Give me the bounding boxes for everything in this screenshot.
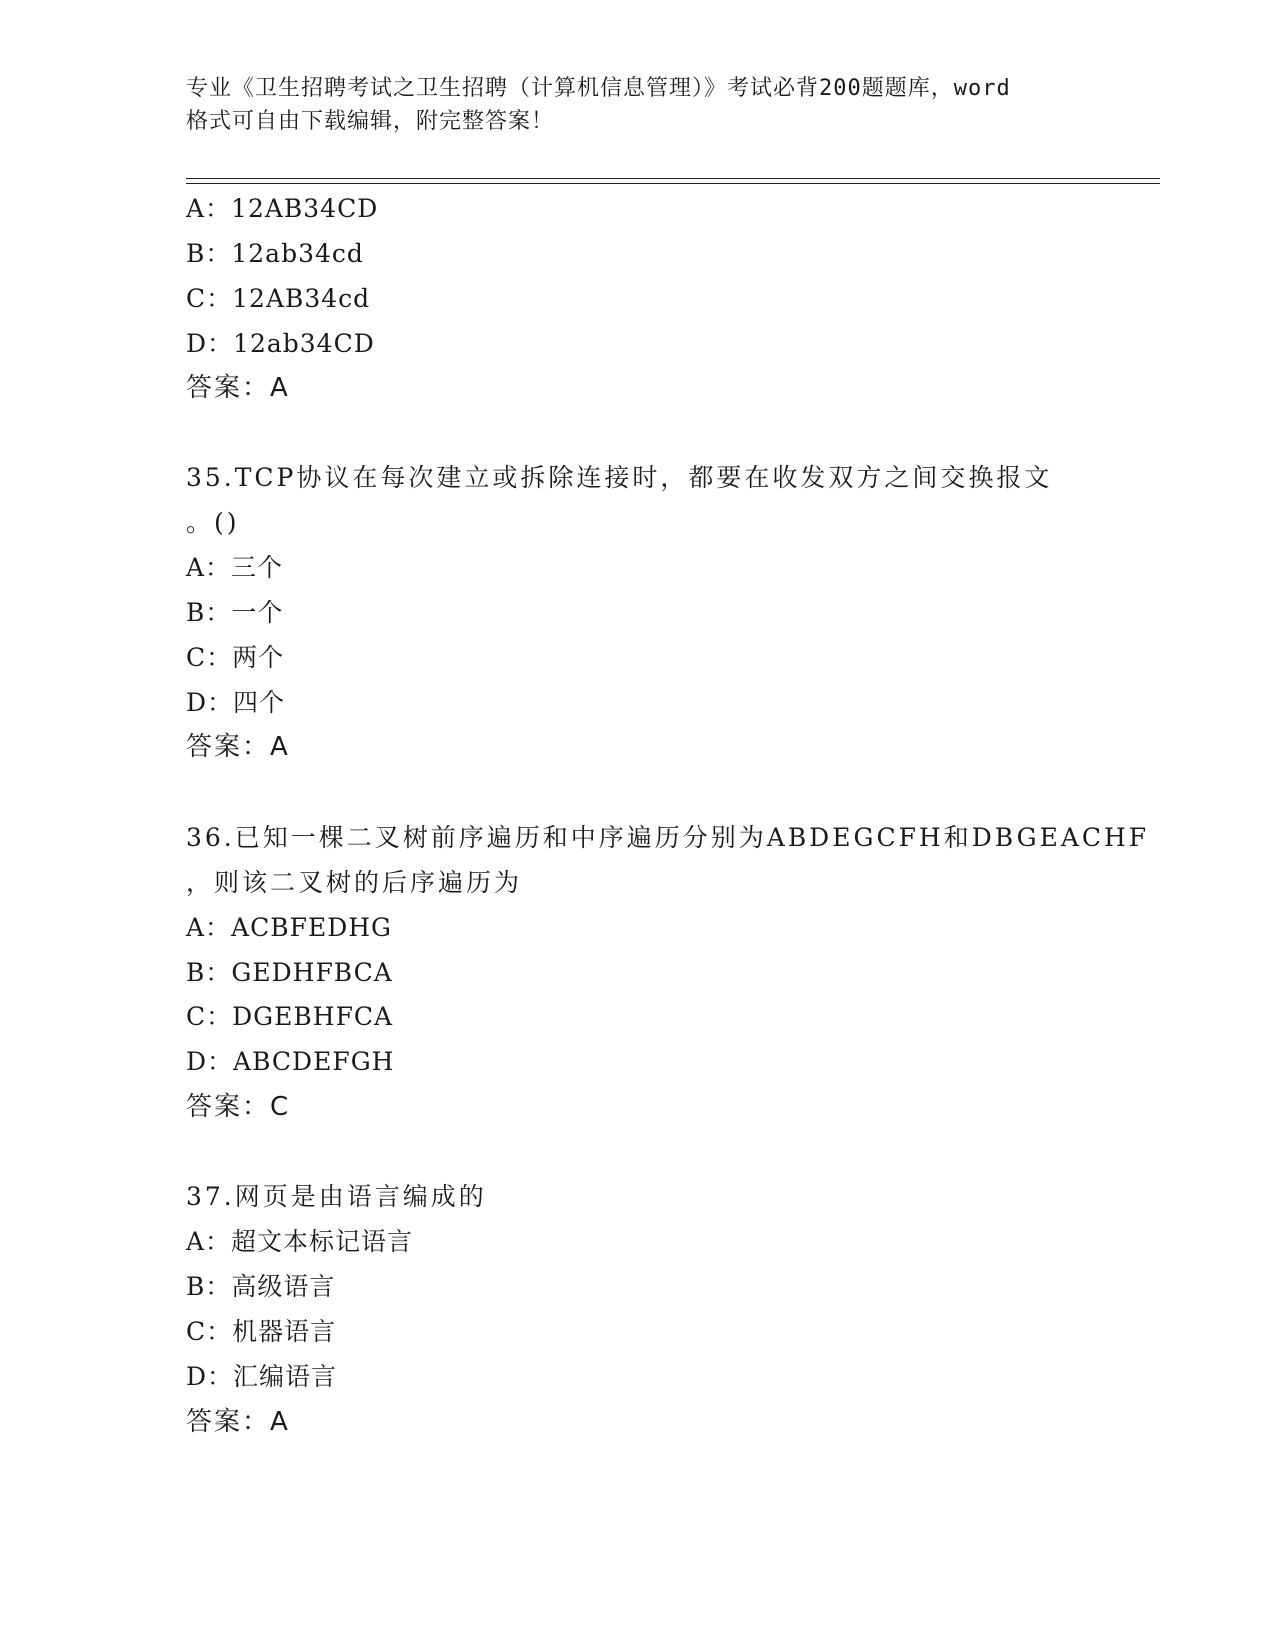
header-rule-bottom	[186, 183, 1160, 184]
option-d: D：汇编语言	[186, 1362, 338, 1391]
option-d: D：四个	[186, 688, 286, 717]
header-rule-top	[186, 178, 1160, 179]
answer-label: 答案：A	[186, 373, 290, 403]
option-a: A：超文本标记语言	[186, 1227, 414, 1256]
answer-label: 答案：C	[186, 1092, 291, 1122]
question-stem: 35.TCP协议在每次建立或拆除连接时，都要在收发双方之间交换报文	[186, 463, 1053, 492]
option-b: B：GEDHFBCA	[186, 958, 393, 987]
question-stem-continued: 。()	[186, 508, 240, 537]
option-b: B：一个	[186, 598, 284, 627]
option-b: B：高级语言	[186, 1272, 336, 1301]
header-line-1: 专业《卫生招聘考试之卫生招聘（计算机信息管理）》考试必背200题题库，word	[186, 76, 1011, 101]
option-c: C：DGEBHFCA	[186, 1002, 394, 1031]
option-c: C：机器语言	[186, 1317, 337, 1346]
document-header	[186, 72, 1096, 138]
answer-label: 答案：A	[186, 1407, 290, 1437]
option-a: A：三个	[186, 553, 284, 582]
option-b: B：12ab34cd	[186, 239, 364, 268]
option-a: A：12AB34CD	[186, 194, 379, 223]
option-d: D：12ab34CD	[186, 329, 375, 358]
answer-label: 答案：A	[186, 732, 290, 762]
option-d: D：ABCDEFGH	[186, 1047, 395, 1076]
question-stem: 37.网页是由语言编成的	[186, 1182, 487, 1211]
question-stem: 36.已知一棵二叉树前序遍历和中序遍历分别为ABDEGCFH和DBGEACHF	[186, 823, 1150, 852]
option-a: A：ACBFEDHG	[186, 913, 393, 942]
option-c: C：12AB34cd	[186, 284, 371, 313]
option-c: C：两个	[186, 643, 285, 672]
question-stem-continued: ，则该二叉树的后序遍历为	[186, 868, 523, 897]
header-line-2: 格式可自由下载编辑，附完整答案！	[186, 109, 555, 134]
